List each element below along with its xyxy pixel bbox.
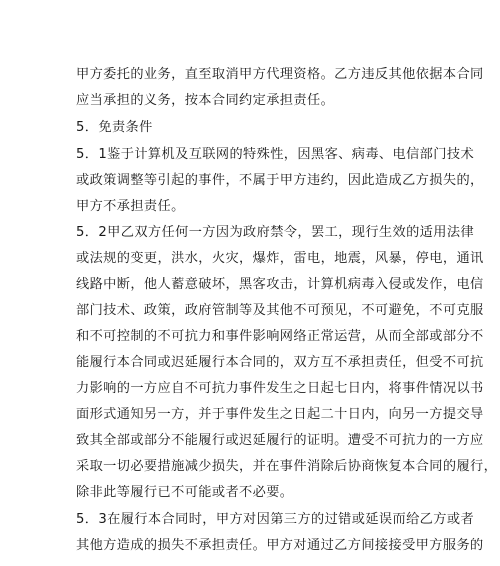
paragraph-line: 除非此等履行已不可能或者不必要。	[76, 485, 294, 500]
paragraph-line: 或政策调整等引起的事件，不属于甲方违约，因此造成乙方损失的，	[76, 173, 484, 188]
paragraph-line: 面形式通知另一方，并于事件发生之日起二十日内，向另一方提交导	[76, 407, 484, 422]
paragraph-line: 致其全部或部分不能履行或迟延履行的证明。遭受不可抗力的一方应	[76, 433, 484, 448]
paragraph-line: 线路中断，他人蓄意破坏，黑客攻击，计算机病毒入侵或发作，电信	[76, 277, 484, 292]
paragraph-line: 5．2甲乙双方任何一方因为政府禁令，罢工，现行生效的适用法律	[76, 225, 475, 240]
paragraph-line: 和不可控制的不可抗力和事件影响网络正常运营，从而全部或部分不	[76, 329, 484, 344]
paragraph-line: 能履行本合同或迟延履行本合同的，双方互不承担责任，但受不可抗	[76, 355, 484, 370]
paragraph-line: 其他方造成的损失不承担责任。甲方对通过乙方间接接受甲方服务的	[76, 538, 484, 553]
paragraph-line: 应当承担的义务，按本合同约定承担责任。	[76, 93, 335, 108]
paragraph-line: 力影响的一方应自不可抗力事件发生之日起七日内，将事件情况以书	[76, 381, 484, 396]
paragraph-line: 5．3在履行本合同时，甲方对因第三方的过错或延误而给乙方或者	[76, 512, 475, 527]
paragraph-line: 采取一切必要措施减少损失，并在事件消除后协商恢复本合同的履行，	[76, 459, 498, 474]
section-heading: 5．免责条件	[76, 120, 153, 135]
paragraph-line: 甲方不承担责任。	[76, 199, 185, 214]
paragraph-line: 甲方委托的业务，直至取消甲方代理资格。乙方违反其他依据本合同	[76, 67, 484, 82]
paragraph-line: 或法规的变更，洪水，火灾，爆炸，雷电，地震，风暴，停电，通讯	[76, 251, 484, 266]
paragraph-line: 部门技术、政策，政府管制等及其他不可预见，不可避免，不可克服	[76, 303, 484, 318]
paragraph-line: 5．1鉴于计算机及互联网的特殊性，因黑客、病毒、电信部门技术	[76, 147, 475, 162]
page-bottom-fade	[0, 554, 500, 566]
